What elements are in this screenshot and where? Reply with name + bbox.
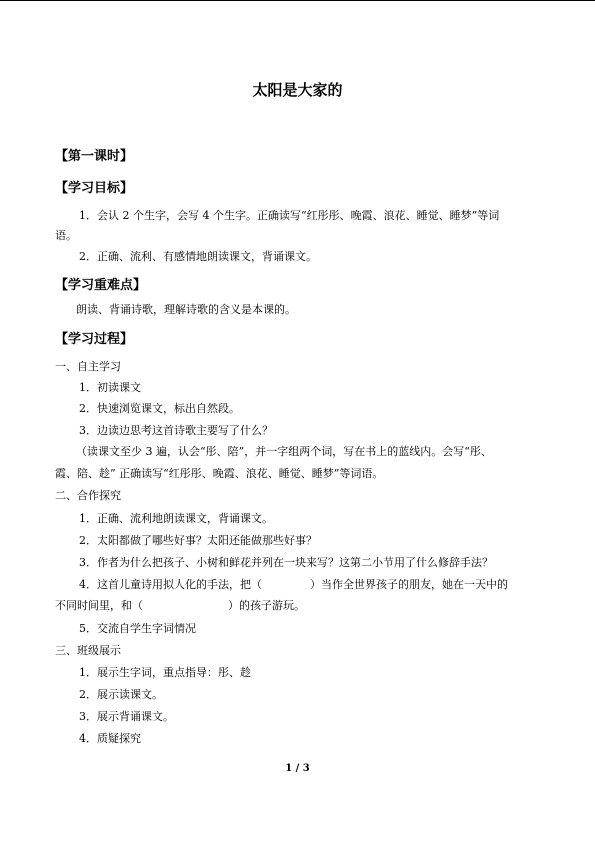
focus-text: 朗读、背诵诗歌，理解诗歌的含义是本课的。 [76,303,296,316]
fill-question-text: 不同时间里，和（ [55,599,143,612]
fill-question-line-2 [55,599,305,613]
section-class-show: 三、班级展示 [55,644,121,657]
fill-question-text: 4．这首儿童诗用拟人化的手法，把（ [79,578,262,591]
list-item: 4．质疑探究 [79,732,141,745]
list-item: 3．展示背诵课文。 [79,710,174,723]
fill-question-line-1 [79,578,508,592]
goal-1-line-2: 语。 [55,229,77,242]
reading-note-line-2: 霞、陪、趁” 正确读写“红彤彤、晚霞、浪花、睡觉、睡梦”等词语。 [55,467,384,480]
list-item: 5．交流自学生字词情况 [79,622,196,635]
top-rule [0,0,595,1]
list-item: 3．边读边思考这首诗歌主要写了什么？ [79,424,273,437]
page-title: 太阳是大家的 [252,81,343,99]
reading-note-line-1: （读课文至少 3 遍，认会“彤、陪”，并一字组两个词，写在书上的蓝线内。会写“彤、 [76,445,492,458]
heading-focus: 【学习重难点】 [55,278,147,293]
heading-goals: 【学习目标】 [55,181,134,196]
goal-2: 2．正确、流利、有感情地朗读课文，背诵课文。 [79,250,317,263]
heading-lesson: 【第一课时】 [55,149,134,164]
list-item: 2．太阳都做了哪些好事？太阳还能做那些好事？ [79,534,317,547]
list-item: 1．展示生字词，重点指导：彤、趁 [79,666,251,679]
list-item: 2．展示读课文。 [79,688,163,701]
fill-question-text: ）当作全世界孩子的朋友，她在一天中的 [310,578,508,591]
list-item: 1．正确、流利地朗读课文，背诵课文。 [79,512,273,525]
fill-question-text: ）的孩子游玩。 [228,599,305,612]
list-item: 2．快速浏览课文，标出自然段。 [79,402,240,415]
heading-process: 【学习过程】 [55,332,134,347]
section-self-study: 一、自主学习 [55,360,121,373]
list-item: 3．作者为什么把孩子、小树和鲜花并列在一块来写？这第二小节用了什么修辞手法？ [79,556,493,569]
goal-1-line-1: 1．会认 2 个生字，会写 4 个生字。正确读写“红彤彤、晚霞、浪花、睡觉、睡梦”等词 [79,209,500,222]
section-cooperative: 二、合作探究 [55,489,121,502]
page-number: 1 / 3 [285,763,310,774]
list-item: 1．初读课文 [79,381,141,394]
